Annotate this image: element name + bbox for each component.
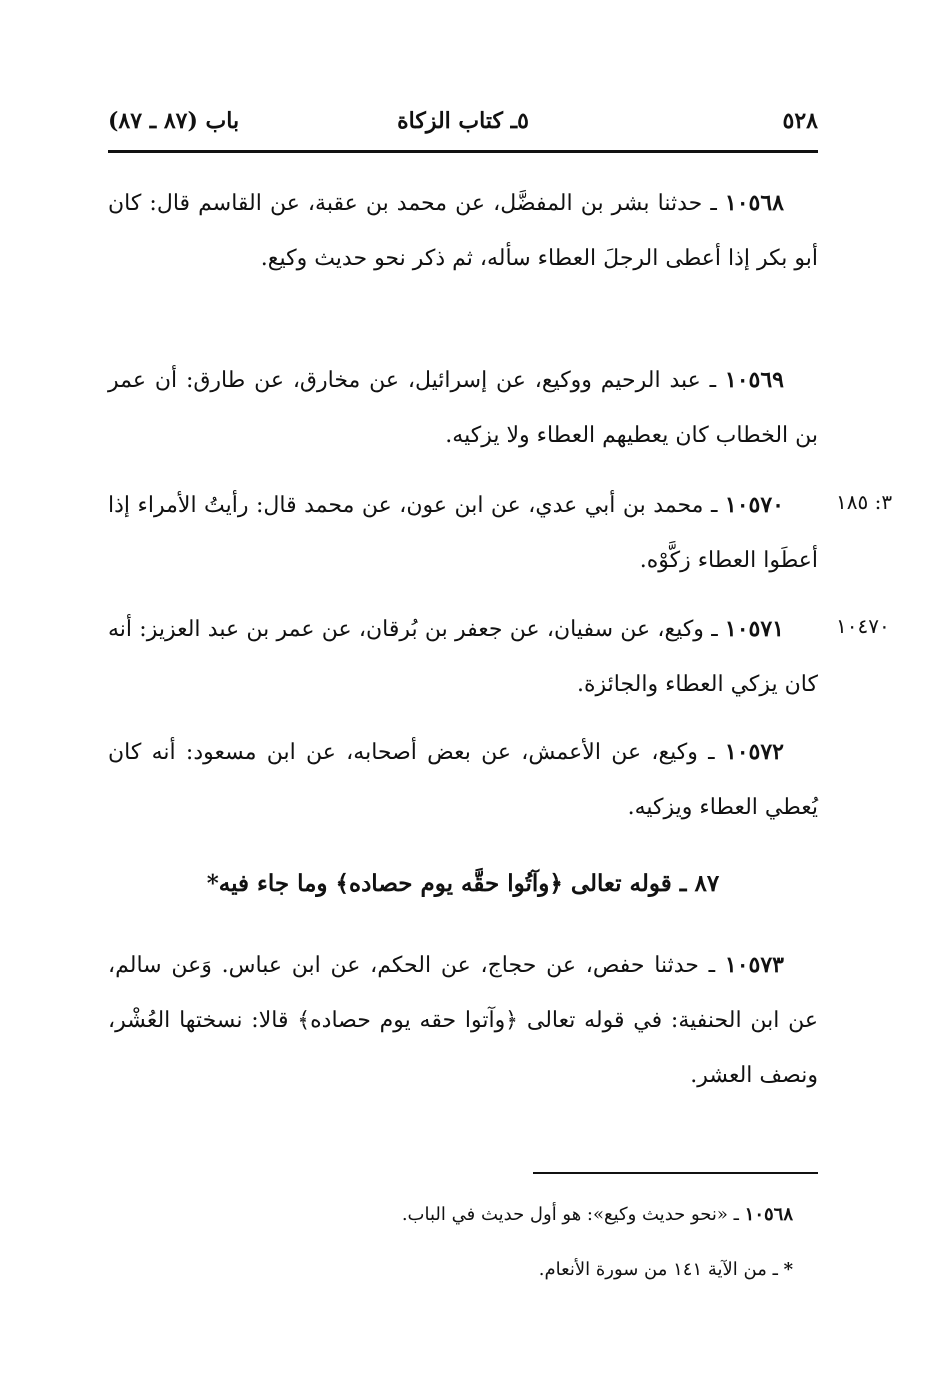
hadith-text: ـ عبد الرحيم ووكيع، عن إسرائيل، عن مخارق، عن طارق: أن عمر بن الخطاب كان يعطيهم العطاء ولا يزكيه. [108, 368, 818, 448]
footnote-rule [533, 1172, 818, 1174]
footnote-number: ١٠٥٦٨ [744, 1204, 793, 1225]
book-title: ٥ـ كتاب الزكاة [397, 108, 529, 134]
margin-reference: ١٠٤٧٠ [836, 614, 890, 638]
section-heading: ٨٧ ـ قوله تعالى ﴿وآتُوا حقَّه يوم حصاده﴾ وما جاء فيه* [206, 870, 720, 897]
footnote-text: ـ «نحو حديث وكيع»: هو أول حديث في الباب. [401, 1204, 745, 1225]
margin-reference: ٣: ١٨٥ [836, 490, 893, 514]
footnote-asterisk [108, 1255, 793, 1285]
hadith-text: ـ حدثنا بشر بن المفضَّل، عن محمد بن عقبة، عن القاسم قال: كان أبو بكر إذا أعطى الرجلَ العطاء سأله، ثم ذكر نحو حديث وكيع. [108, 191, 818, 271]
footnote-text: ـ من الآية ١٤١ من سورة الأنعام. [538, 1259, 784, 1280]
hadith-number: ١٠٥٧٣ [724, 952, 784, 978]
hadith-10568 [108, 176, 818, 286]
hadith-number: ١٠٥٦٩ [724, 367, 784, 393]
hadith-number: ١٠٥٧١ [724, 616, 784, 642]
hadith-number: ١٠٥٧٢ [724, 739, 784, 765]
hadith-10570 [108, 478, 818, 588]
footnote-10568 [108, 1200, 793, 1230]
hadith-text: ـ وكيع، عن الأعمش، عن بعض أصحابه، عن ابن مسعود: أنه كان يُعطي العطاء ويزكيه. [108, 740, 818, 820]
footnote-number: * [783, 1259, 793, 1280]
chapter-label: باب (٨٧ ـ ٨٧) [108, 108, 240, 134]
page-header [108, 100, 818, 144]
page-number: ٥٢٨ [782, 108, 818, 134]
hadith-10573 [108, 938, 818, 1103]
hadith-10569 [108, 353, 818, 463]
hadith-number: ١٠٥٦٨ [724, 190, 784, 216]
hadith-text: ـ محمد بن أبي عدي، عن ابن عون، عن محمد قال: رأيتُ الأمراء إذا أعطَوا العطاء زكَّوْه. [108, 493, 818, 573]
hadith-10572 [108, 725, 818, 835]
hadith-text: ـ حدثنا حفص، عن حجاج، عن الحكم، عن ابن عباس. وَعن سالم، عن ابن الحنفية: في قوله تعالى ﴿وآتوا حقه يوم حصاده﴾ قالا: نسختها العُشْر، ونصف العشر. [108, 953, 818, 1088]
hadith-number: ١٠٥٧٠ [724, 492, 784, 518]
hadith-10571 [108, 602, 818, 712]
hadith-text: ـ وكيع، عن سفيان، عن جعفر بن بُرقان، عن عمر بن عبد العزيز: أنه كان يزكي العطاء والجائزة. [108, 617, 818, 697]
header-rule [108, 150, 818, 153]
